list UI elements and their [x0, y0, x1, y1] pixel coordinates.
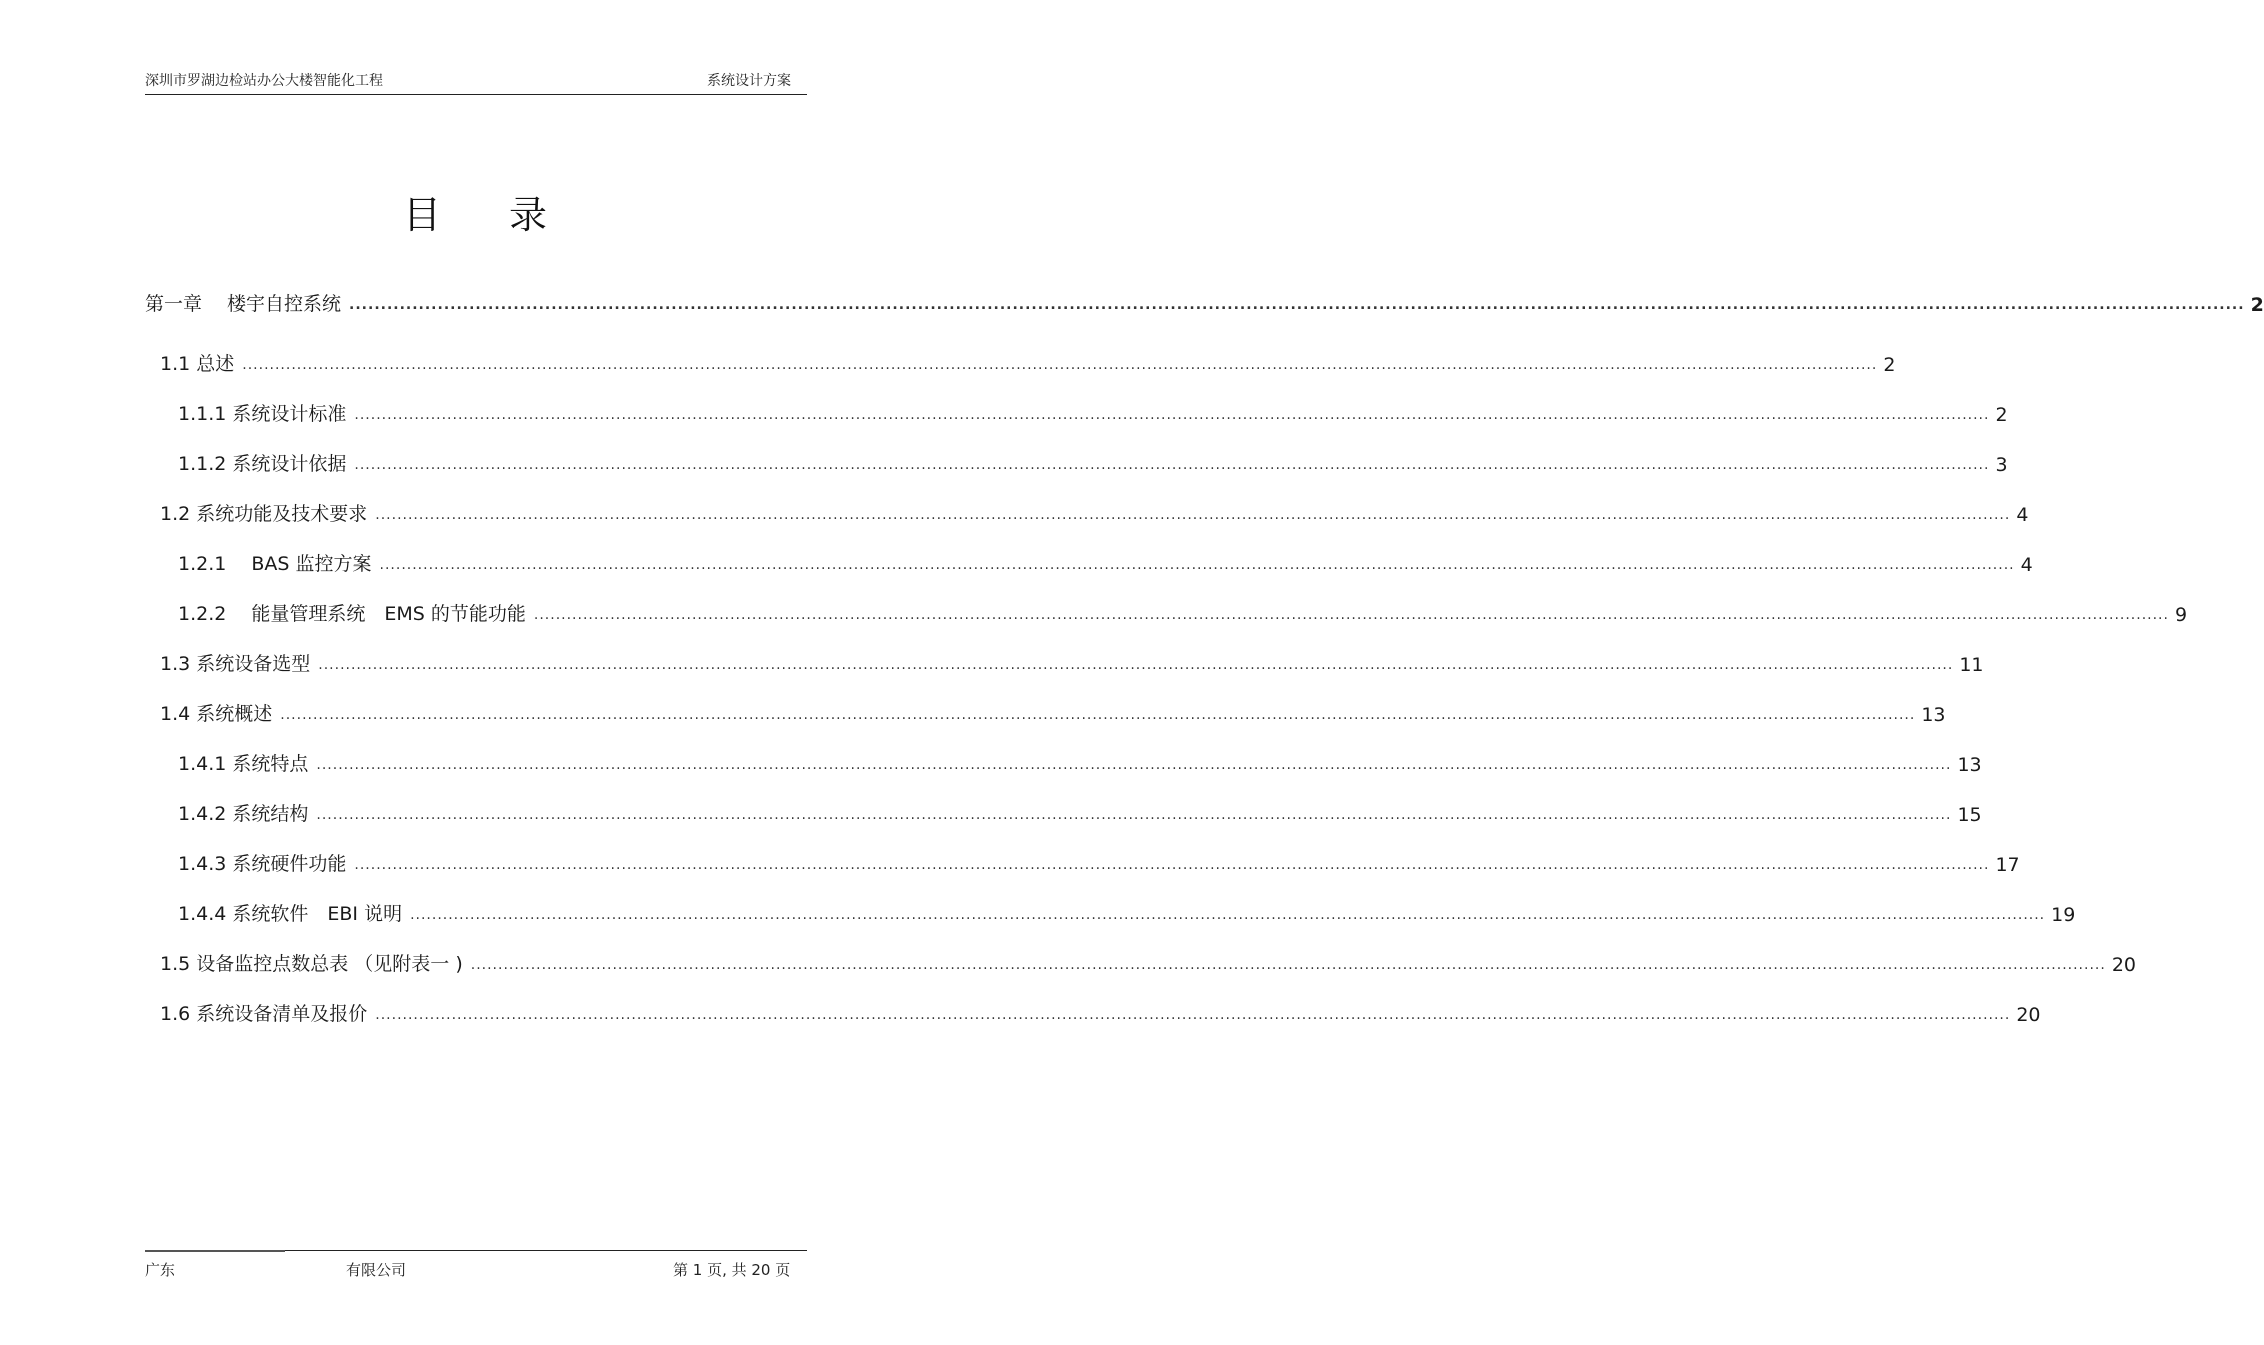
- toc-entry-page: 2: [1883, 354, 1896, 376]
- toc-leader-dots: ............................................................................................................................................................................................................................................................................................................: [470, 957, 2106, 973]
- toc-leader-dots: ............................................................................................................................................................................................................................................................................................................: [318, 657, 1954, 673]
- toc-entry-page: 13: [1921, 704, 1946, 726]
- toc-entry-page: 3: [1995, 454, 2008, 476]
- toc-entry[interactable]: [178, 546, 2033, 576]
- toc-leader-dots: ............................................................................................................................................................................................................................................................................................................: [316, 807, 1952, 823]
- footer-divider: [285, 1250, 807, 1251]
- toc-leader-dots: ............................................................................................................................................................................................................................................................................................................: [354, 857, 1990, 873]
- footer-page-number: 第 1 页, 共 20 页: [673, 1261, 791, 1279]
- toc-entry-label: 1.4.4 系统软件 EBI 说明: [178, 903, 403, 925]
- toc-entry-page: 13: [1957, 754, 1982, 776]
- toc-leader-dots: ............................................................................................................................................................................................................................................................................................................: [410, 907, 2046, 923]
- toc-entry[interactable]: [160, 646, 1984, 676]
- toc-entry-page: 11: [1959, 654, 1984, 676]
- toc-entry-page: 2: [1995, 404, 2008, 426]
- toc-leader-dots: ............................................................................................................................................................................................................................................................................................................: [316, 757, 1952, 773]
- toc-entry-label: 1.1 总述: [160, 353, 235, 375]
- footer-left: 广东: [145, 1261, 176, 1279]
- toc-entry-page: 19: [2051, 904, 2076, 926]
- toc-entry-label: 1.4.2 系统结构: [178, 803, 309, 825]
- toc-leader-dots: ............................................................................................................................................................................................................................................................................................................: [242, 357, 1878, 373]
- toc-entry[interactable]: [160, 346, 1896, 376]
- toc-entry-page: 17: [1995, 854, 2020, 876]
- toc-entry-label: 1.4 系统概述: [160, 703, 273, 725]
- page-header: [145, 66, 807, 95]
- footer-divider-left: [145, 1250, 285, 1252]
- toc-entry-label: 1.5 设备监控点数总表 （见附表一 ): [160, 953, 463, 975]
- header-project-name: 深圳市罗湖边检站办公大楼智能化工程: [145, 73, 383, 89]
- toc-leader-dots: ............................................................................................................................................................................................................................................................................................................: [379, 557, 2015, 573]
- toc-entry-label: 1.2 系统功能及技术要求: [160, 503, 368, 525]
- toc-entry[interactable]: [178, 896, 2076, 926]
- toc-leader-dots: ............................................................................................................................................................................................................................................................................................................: [354, 407, 1990, 423]
- header-doc-type: 系统设计方案: [707, 73, 791, 89]
- toc-entry-label: 1.4.1 系统特点: [178, 753, 309, 775]
- toc-entry-page: 15: [1957, 804, 1982, 826]
- toc-entry-page: 4: [2020, 554, 2033, 576]
- toc-leader-dots: ............................................................................................................................................................................................................................................................................................................: [533, 607, 2169, 623]
- toc-entry-label: 1.1.2 系统设计依据: [178, 453, 347, 475]
- toc-entry-page: 4: [2016, 504, 2029, 526]
- footer-company: 有限公司: [346, 1261, 407, 1279]
- toc-entry-page: 20: [2111, 954, 2136, 976]
- toc-leader-dots: ............................................................................................................................................................................................................................................................................................................: [375, 507, 2011, 523]
- toc-entry-label: 1.6 系统设备清单及报价: [160, 1003, 368, 1025]
- toc-leader-dots: ............................................................................................................................................................................................................................................................................................................: [349, 297, 2245, 313]
- toc-leader-dots: ............................................................................................................................................................................................................................................................................................................: [354, 457, 1990, 473]
- toc-entry-label: 1.1.1 系统设计标准: [178, 403, 347, 425]
- toc-entry-label: 1.3 系统设备选型: [160, 653, 311, 675]
- toc-entry[interactable]: [178, 596, 2188, 626]
- toc-entry-label: 1.2.1 BAS 监控方案: [178, 553, 372, 575]
- toc-title: 目 录: [402, 193, 576, 237]
- toc-entry[interactable]: [178, 796, 1982, 826]
- toc-entry-label: 第一章 楼宇自控系统: [145, 293, 342, 315]
- toc-entry-label: 1.2.2 能量管理系统 EMS 的节能功能: [178, 603, 526, 625]
- toc-entry-page: 9: [2174, 604, 2188, 626]
- toc-entry[interactable]: [160, 696, 1946, 726]
- toc-entry[interactable]: [160, 496, 2029, 526]
- toc-entry[interactable]: [178, 746, 1982, 776]
- toc-entry[interactable]: [145, 286, 2264, 316]
- toc-entry-page: 2: [2250, 294, 2264, 316]
- toc-entry[interactable]: [178, 446, 2008, 476]
- toc-entry-label: 1.4.3 系统硬件功能: [178, 853, 347, 875]
- toc-entry[interactable]: [178, 846, 2020, 876]
- toc-leader-dots: ............................................................................................................................................................................................................................................................................................................: [280, 707, 1916, 723]
- toc-entry[interactable]: [160, 946, 2136, 976]
- toc-entry[interactable]: [160, 996, 2041, 1026]
- toc-leader-dots: ............................................................................................................................................................................................................................................................................................................: [375, 1007, 2011, 1023]
- toc-entry[interactable]: [178, 396, 2008, 426]
- toc-entry-page: 20: [2016, 1004, 2041, 1026]
